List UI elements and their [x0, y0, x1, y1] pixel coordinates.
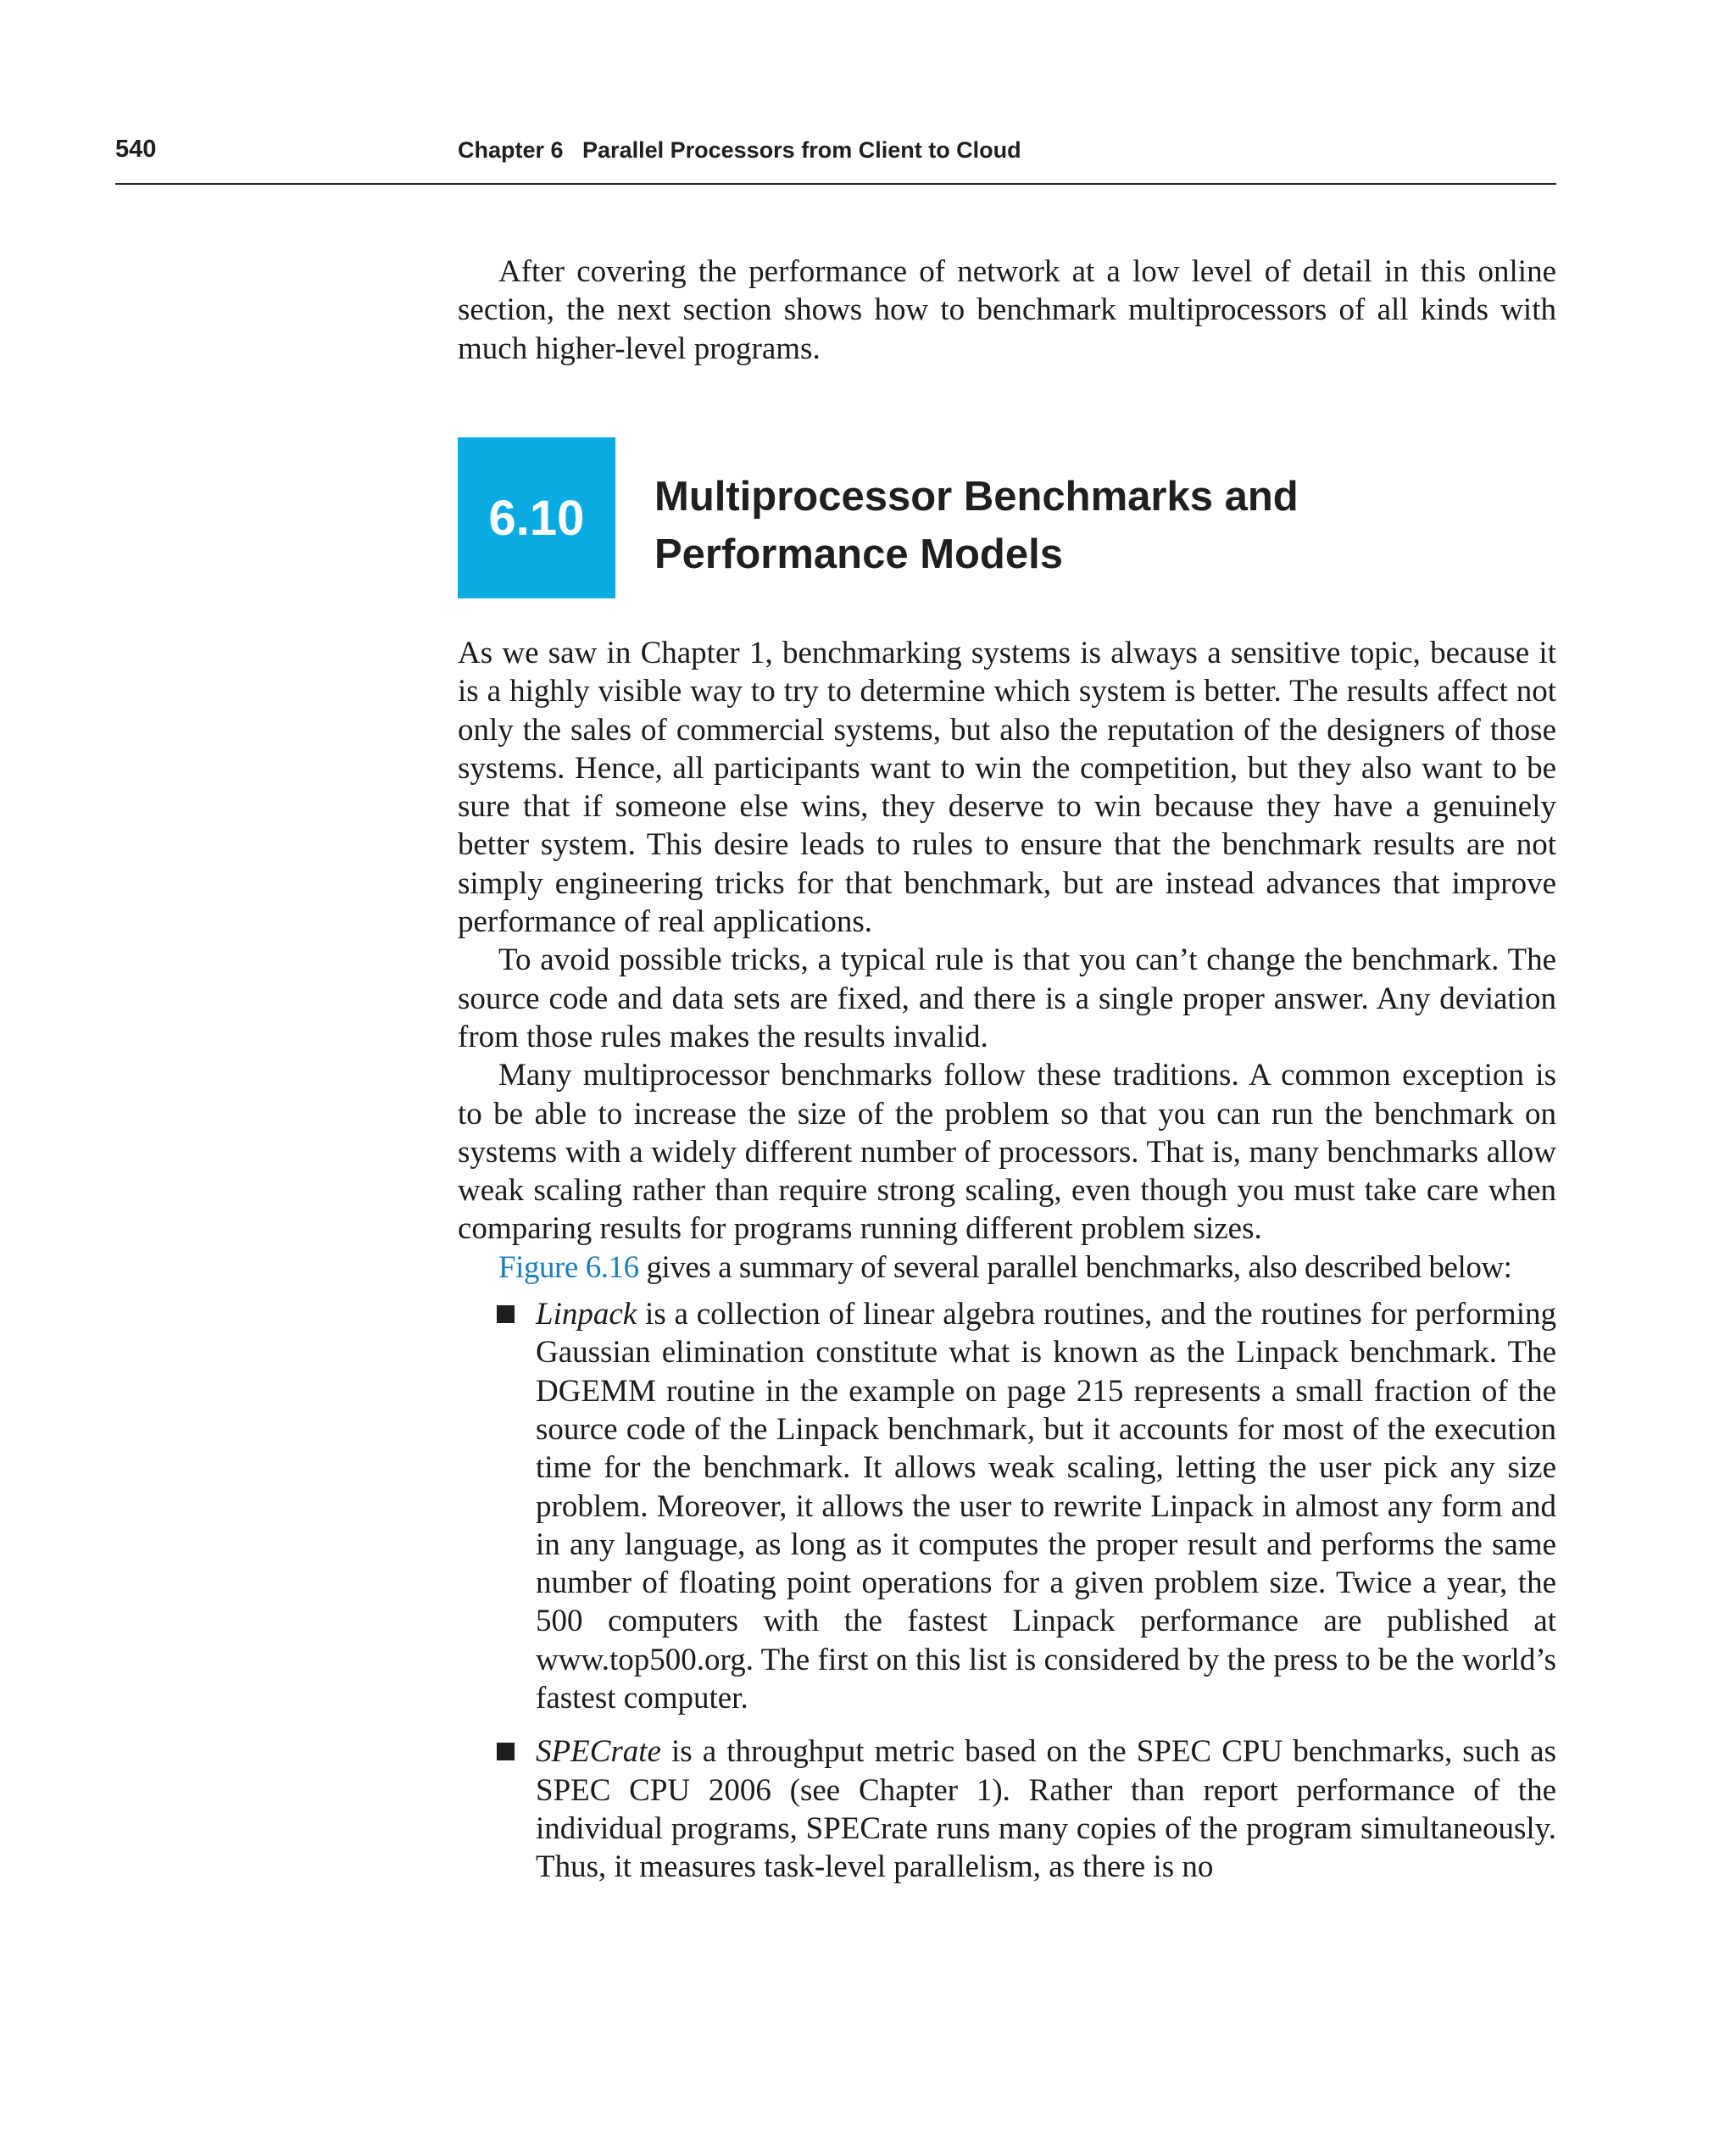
body-paragraph: To avoid possible tricks, a typical rule is that you can’t change the benchmark. The source code and data sets are fixed, and there is a single proper answer. Any deviation from those rules makes the results invalid.: [458, 943, 1556, 1054]
figure-link[interactable]: Figure 6.16: [498, 1249, 639, 1285]
main-body: [458, 634, 1556, 1902]
list-item: [458, 1295, 1556, 1717]
body-paragraph: Many multiprocessor benchmarks follow these traditions. A common exception is to be able to increase the size of the problem so that you can run the benchmark on systems with a widely different number of processors. That is, many benchmarks allow weak scaling rather than require strong scaling, even though you must take care when comparing results for programs running different problem sizes.: [458, 1058, 1556, 1247]
body-paragraph: As we saw in Chapter 1, benchmarking systems is always a sensitive topic, because it is a highly visible way to try to determine which system is better. The results affect not only the sales of commercial systems, but also the reputation of the designers of those systems. Hence, all participants want to win the competition, but they also want to be sure that if someone else wins, they deserve to win because they have a genuinely better system. This desire leads to rules to ensure that the benchmark results are not simply engineering tricks for that benchmark, but are instead advances that improve performance of real applications.: [458, 636, 1556, 940]
benchmark-term: Linpack: [536, 1297, 637, 1332]
square-bullet-icon: [497, 1305, 515, 1323]
running-head: [115, 132, 1556, 185]
section-title: [654, 468, 1502, 583]
page-number: 540: [115, 136, 157, 163]
intro-block: [458, 253, 1556, 368]
section-title-line-2: Performance Models: [654, 531, 1063, 577]
square-bullet-icon: [497, 1743, 515, 1760]
benchmark-description: is a throughput metric based on the SPEC CPU benchmarks, such as SPEC CPU 2006 (see Chapter 1). Rather than report performance of the individual programs, SPECrate runs many copies of the program simultaneously. Thus, it measures task-level parallelism, as there is no: [536, 1734, 1556, 1885]
figure-reference-paragraph: [458, 1248, 1556, 1287]
benchmark-term: SPECrate: [536, 1734, 661, 1770]
figure-paragraph-text: gives a summary of several parallel benchmarks, also described below:: [638, 1249, 1512, 1285]
intro-paragraph: After covering the performance of network at a low level of detail in this online section, the next section shows how to benchmark multiprocessors of all kinds with much higher-level programs.: [458, 254, 1556, 366]
section-title-line-1: Multiprocessor Benchmarks and: [654, 474, 1299, 520]
section-number: 6.10: [488, 490, 585, 546]
benchmark-list: [458, 1295, 1556, 1886]
list-item: [458, 1732, 1556, 1886]
section-number-badge: [458, 437, 615, 598]
benchmark-description: is a collection of linear algebra routines, and the routines for performing Gaussian elimination constitute what is known as the Linpack benchmark. The DGEMM routine in the example on page 215 represents a small fraction of the source code of the Linpack benchmark, but it accounts for most of the execution time for the benchmark. It allows weak scaling, letting the user pick any size problem. Moreover, it allows the user to rewrite Linpack in almost any form and in any language, as long as it computes the proper result and performs the same number of floating point operations for a given problem size. Twice a year, the 500 computers with the fastest Linpack performance are published at www.top500.org. The first on this list is considered by the press to be the world’s fastest computer.: [536, 1297, 1556, 1716]
chapter-title: Chapter 6 Parallel Processors from Client to Cloud: [458, 137, 1021, 163]
